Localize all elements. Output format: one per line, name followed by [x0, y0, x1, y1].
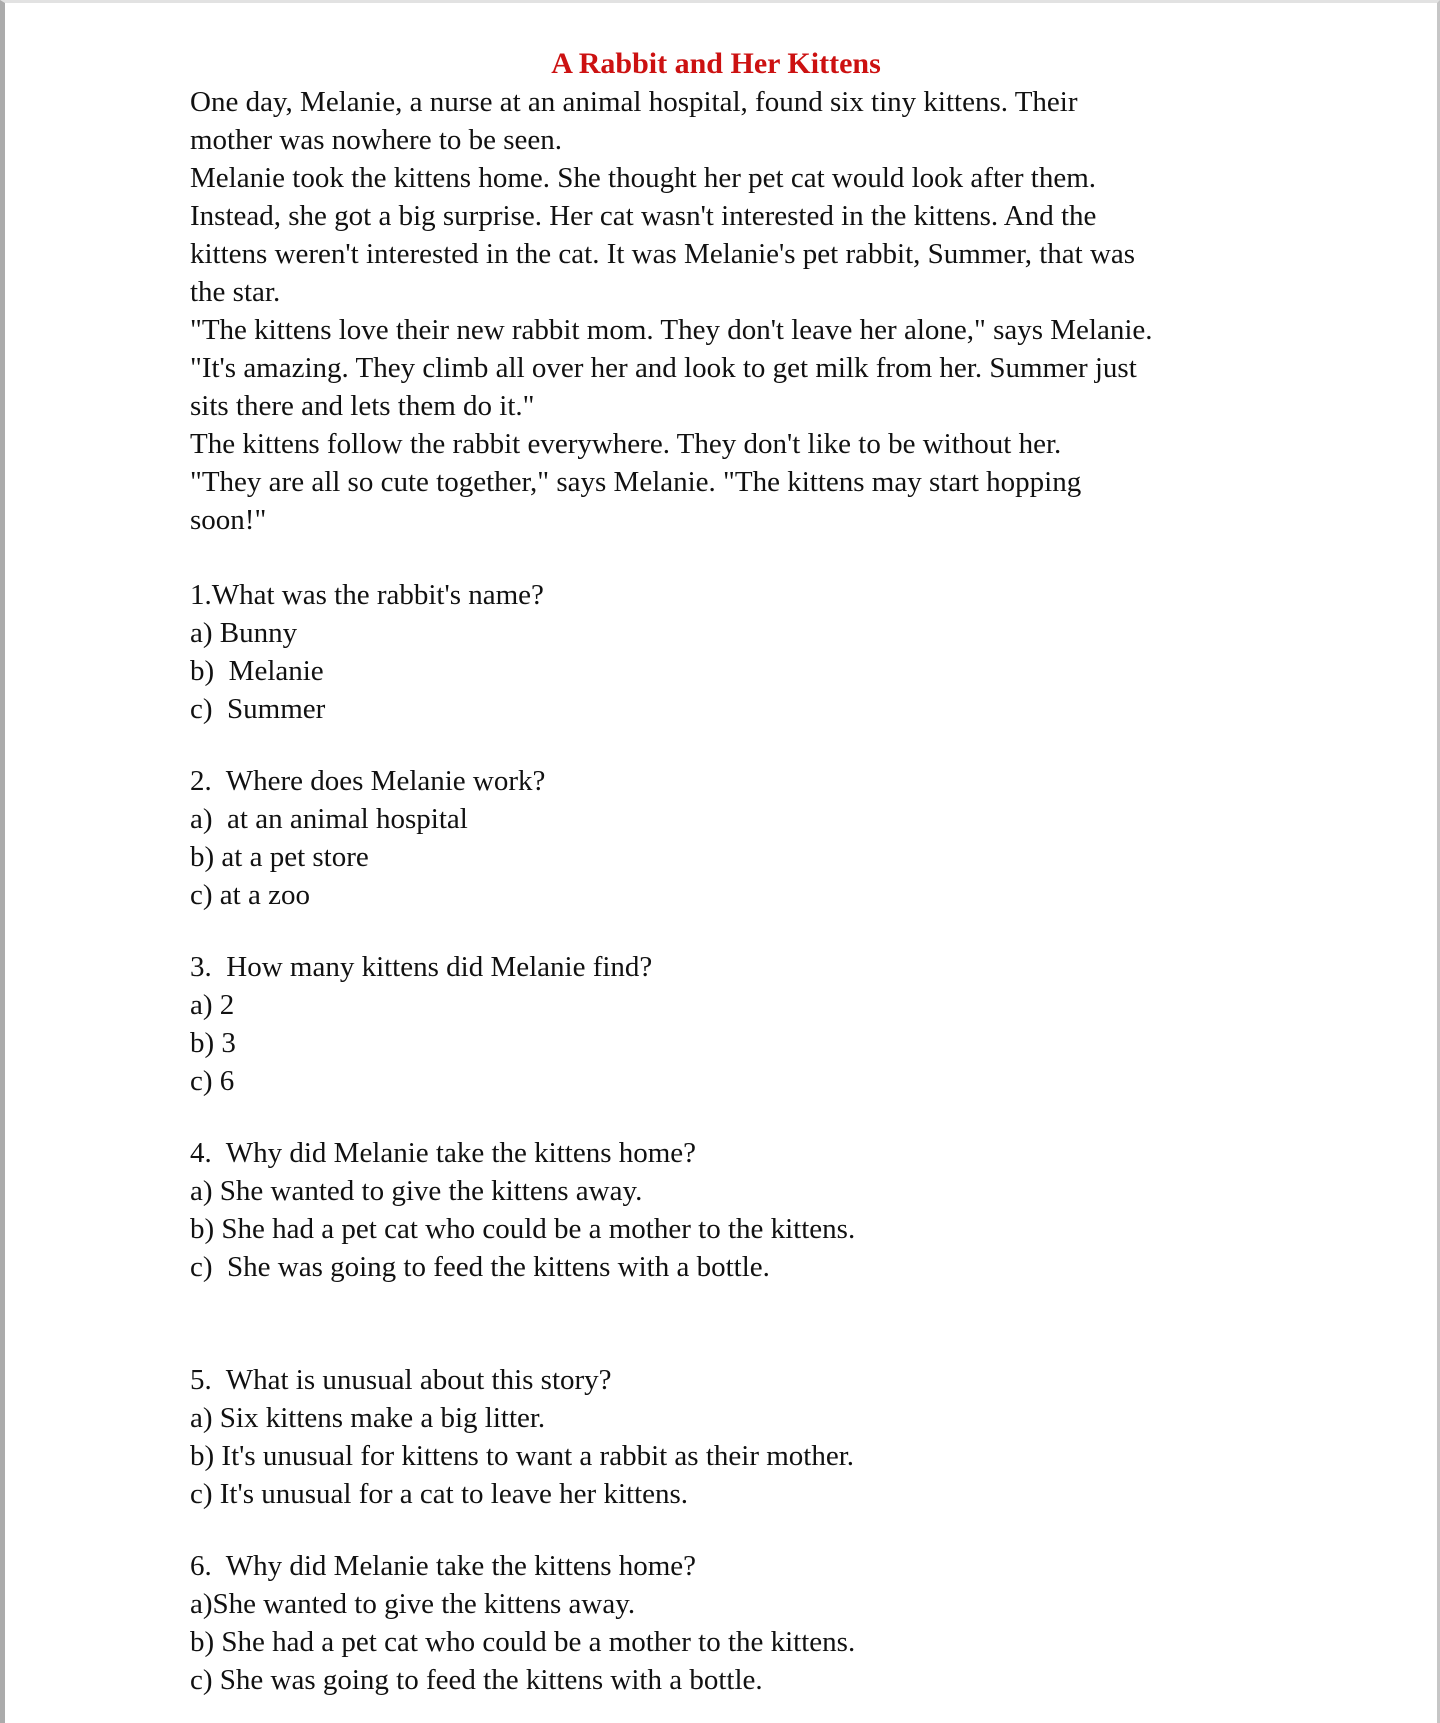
answer-option: b) at a pet store — [190, 841, 369, 873]
answer-option: a) She wanted to give the kittens away. — [190, 1175, 643, 1207]
passage-line: soon!" — [190, 504, 267, 536]
answer-option: c) She was going to feed the kittens with a bottle. — [190, 1664, 763, 1696]
answer-option: b) 3 — [190, 1027, 236, 1059]
question-block-5 — [190, 1361, 1242, 1513]
passage-line: "They are all so cute together," says Melanie. "The kittens may start hopping — [190, 466, 1082, 498]
answer-option: a) at an animal hospital — [190, 803, 468, 835]
answer-option: b) She had a pet cat who could be a mother to the kittens. — [190, 1626, 856, 1658]
question-block-3 — [190, 948, 1242, 1100]
answer-option: b) She had a pet cat who could be a mother to the kittens. — [190, 1213, 856, 1245]
answer-option: c) It's unusual for a cat to leave her kittens. — [190, 1478, 689, 1510]
question-block-1 — [190, 576, 1242, 728]
passage-line: Melanie took the kittens home. She thought her pet cat would look after them. — [190, 162, 1097, 194]
passage-line: "It's amazing. They climb all over her and look to get milk from her. Summer just — [190, 352, 1137, 384]
question-prompt: 5. What is unusual about this story? — [190, 1364, 612, 1396]
answer-option: a) 2 — [190, 989, 235, 1021]
passage-line: mother was nowhere to be seen. — [190, 124, 563, 156]
page-title: A Rabbit and Her Kittens — [551, 47, 881, 80]
answer-option: a) Bunny — [190, 617, 298, 649]
passage-line: One day, Melanie, a nurse at an animal hospital, found six tiny kittens. Their — [190, 86, 1078, 118]
passage-line: kittens weren't interested in the cat. It was Melanie's pet rabbit, Summer, that was — [190, 238, 1136, 270]
answer-option: c) 6 — [190, 1065, 235, 1097]
question-prompt: 4. Why did Melanie take the kittens home? — [190, 1137, 697, 1169]
passage-line: the star. — [190, 276, 281, 308]
question-prompt: 2. Where does Melanie work? — [190, 765, 546, 797]
passage-line: "The kittens love their new rabbit mom. They don't leave her alone," says Melanie. — [190, 314, 1153, 346]
answer-option: c) She was going to feed the kittens with a bottle. — [190, 1251, 770, 1283]
answer-option: a) Six kittens make a big litter. — [190, 1402, 546, 1434]
passage-line: sits there and lets them do it." — [190, 390, 535, 422]
answer-option: a)She wanted to give the kittens away. — [190, 1588, 636, 1620]
answer-option: c) at a zoo — [190, 879, 310, 911]
question-block-4 — [190, 1134, 1242, 1286]
answer-option: b) It's unusual for kittens to want a rabbit as their mother. — [190, 1440, 855, 1472]
document-content — [5, 3, 1437, 1723]
question-block-6 — [190, 1547, 1242, 1699]
answer-option: b) Melanie — [190, 655, 324, 687]
question-prompt: 3. How many kittens did Melanie find? — [190, 951, 653, 983]
passage-line: Instead, she got a big surprise. Her cat wasn't interested in the kittens. And the — [190, 200, 1097, 232]
question-block-2 — [190, 762, 1242, 914]
question-prompt: 1.What was the rabbit's name? — [190, 579, 544, 611]
story-passage — [190, 83, 1242, 539]
answer-option: c) Summer — [190, 693, 326, 725]
question-prompt: 6. Why did Melanie take the kittens home? — [190, 1550, 697, 1582]
passage-line: The kittens follow the rabbit everywhere. They don't like to be without her. — [190, 428, 1062, 460]
